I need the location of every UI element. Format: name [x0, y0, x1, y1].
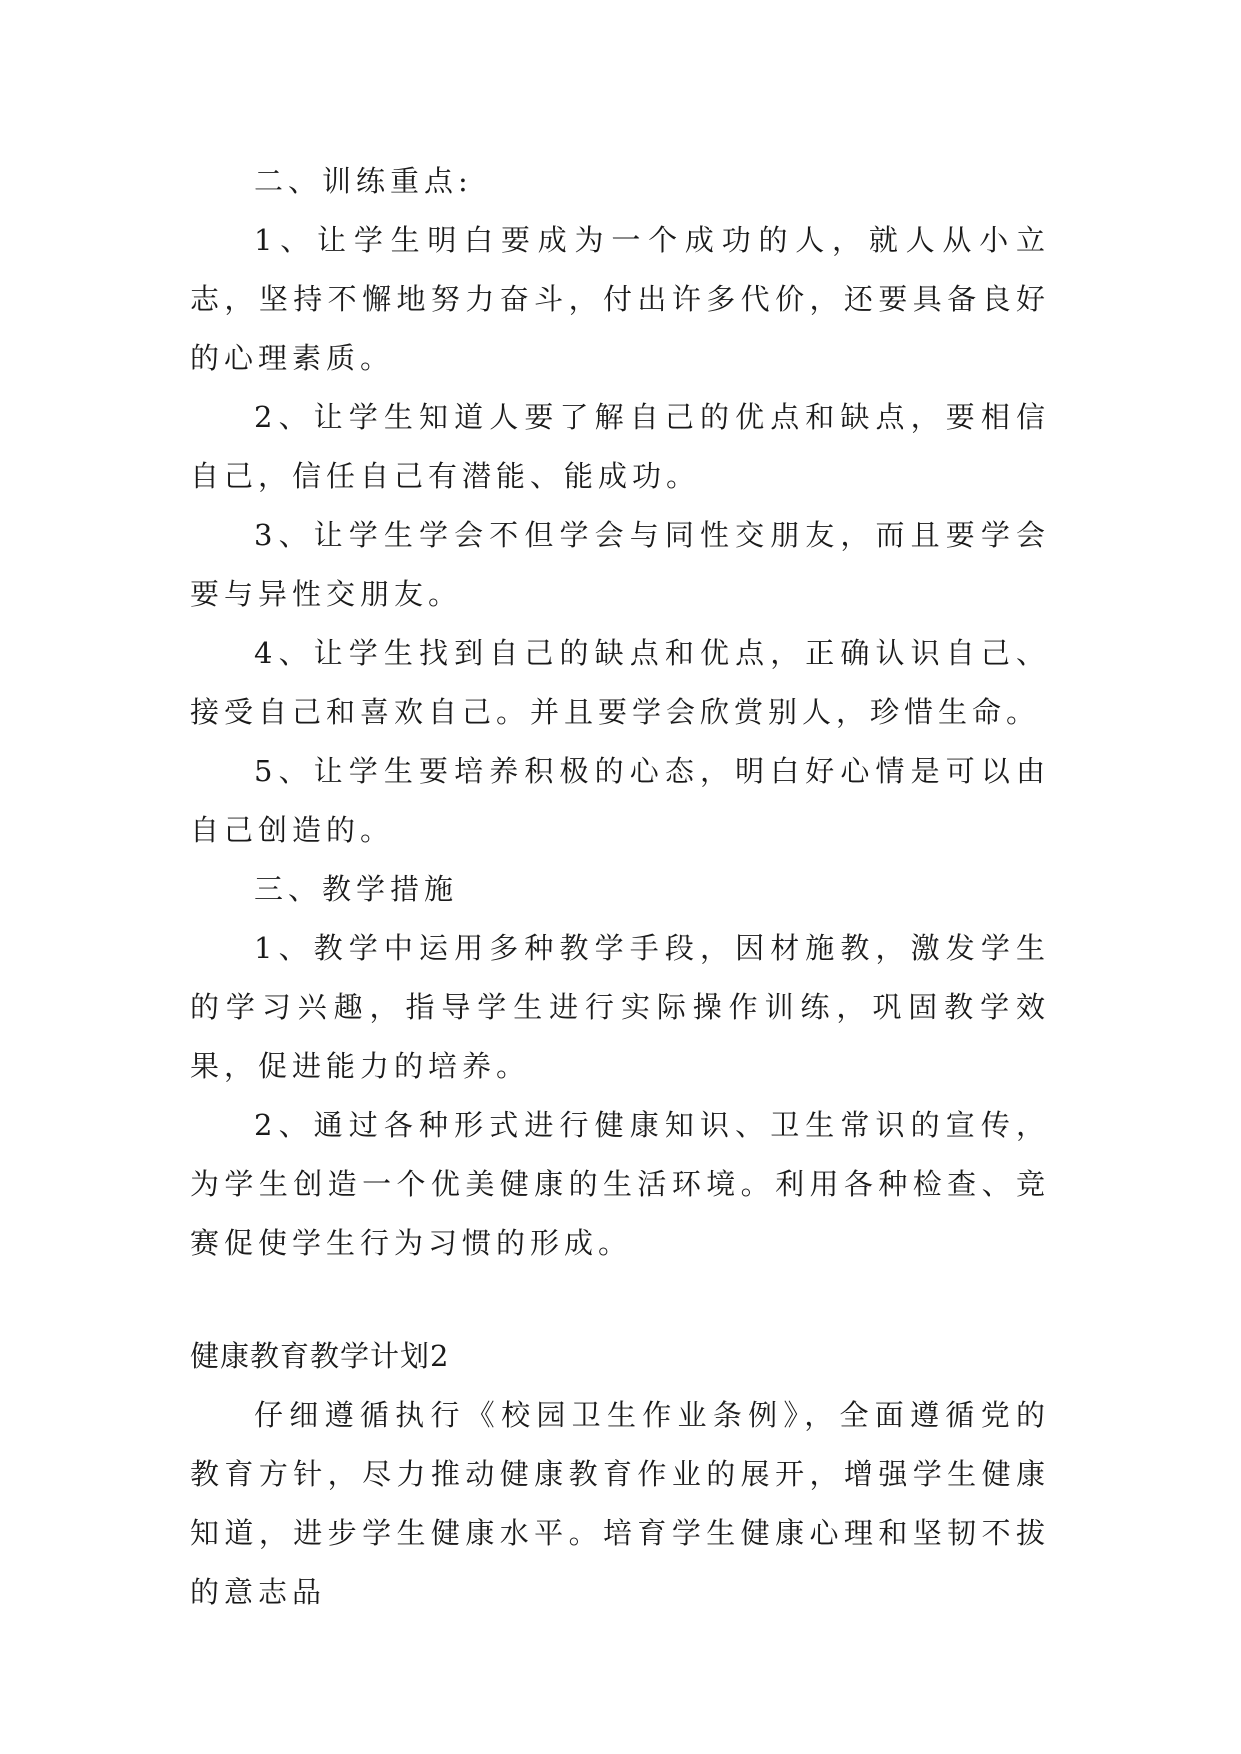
- section-gap: [190, 1273, 1050, 1327]
- measure-item-1: 1、教学中运用多种教学手段，因材施教，激发学生的学习兴趣，指导学生进行实际操作训练，巩固教学效果，促进能力的培养。: [190, 931, 1050, 1083]
- section-heading-teaching-measures: 三、教学措施: [254, 872, 459, 906]
- plan-2-intro-paragraph: 仔细遵循执行《校园卫生作业条例》，全面遵循党的教育方针，尽力推动健康教育作业的展开，增强学生健康知道，进步学生健康水平。培育学生健康心理和坚韧不拔的意志品: [190, 1398, 1050, 1609]
- training-item-2: 2、让学生知道人要了解自己的优点和缺点，要相信自己，信任自己有潜能、能成功。: [190, 400, 1050, 493]
- document-body: [190, 152, 1050, 1622]
- training-item-3: 3、让学生学会不但学会与同性交朋友，而且要学会要与异性交朋友。: [190, 518, 1050, 611]
- section-heading-training-focus: 二、训练重点:: [254, 164, 473, 198]
- plan-2-title: 健康教育教学计划2: [190, 1339, 450, 1373]
- training-item-1: 1、让学生明白要成为一个成功的人，就人从小立志，坚持不懈地努力奋斗，付出许多代价，还要具备良好的心理素质。: [190, 223, 1050, 375]
- training-item-5: 5、让学生要培养积极的心态，明白好心情是可以由自己创造的。: [190, 754, 1050, 847]
- training-item-4: 4、让学生找到自己的缺点和优点，正确认识自己、接受自己和喜欢自己。并且要学会欣赏别人，珍惜生命。: [190, 636, 1050, 729]
- measure-item-2: 2、通过各种形式进行健康知识、卫生常识的宣传，为学生创造一个优美健康的生活环境。利用各种检查、竞赛促使学生行为习惯的形成。: [190, 1108, 1050, 1260]
